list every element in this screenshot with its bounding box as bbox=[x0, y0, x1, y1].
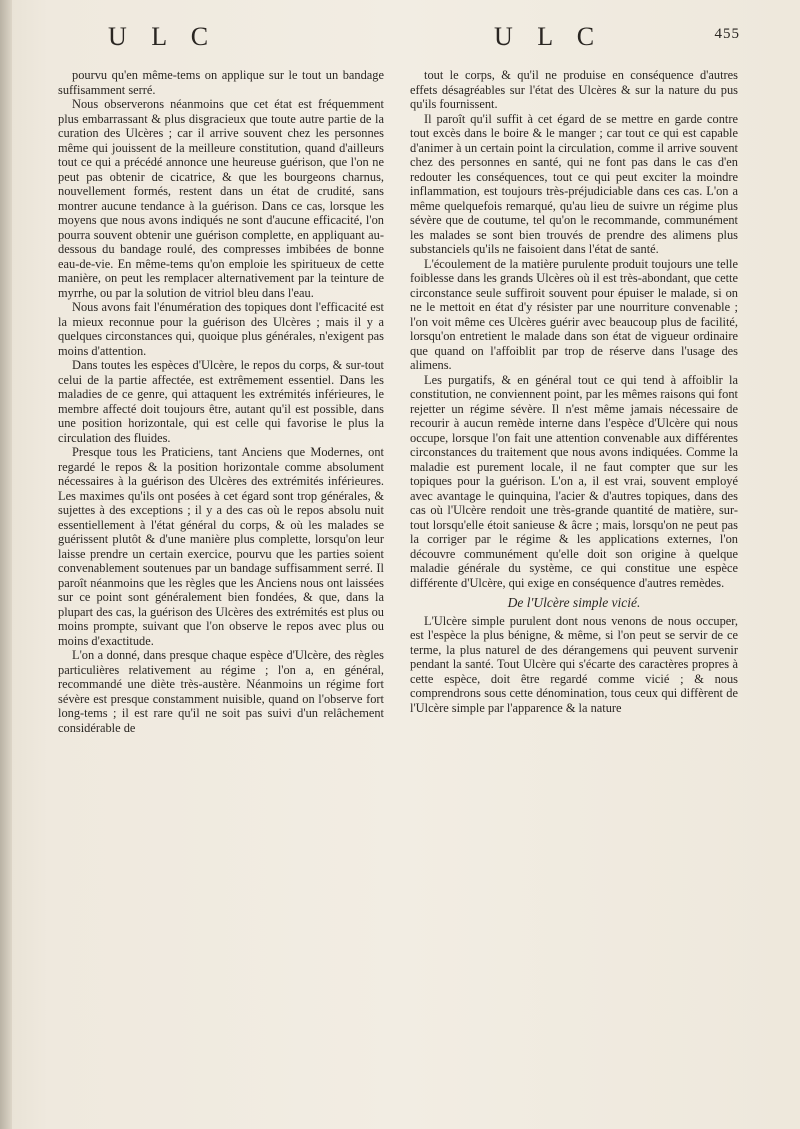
header-right-title: U L C bbox=[494, 22, 604, 51]
paragraph: pourvu qu'en même-tems on applique sur le tout un bandage suffisamment serré. bbox=[58, 68, 384, 97]
paragraph: Nous observerons néanmoins que cet état est fréquemment plus embarrassant & plus disgracieux que toute autre partie de la curation des Ulcères ; car il arrive souvent chez les personnes même qui jouissent de la meilleure constitution, quand d'ailleurs tout ce qui a précédé annonce une heureuse guérison, que l'on ne peut pas obtenir de cicatrice, & que les bourgeons charnus, nouvellement formés, restent dans un état de crudité, sans montrer aucune tendance à la guérison. Dans ce cas, lorsque les moyens que nous avons indiqués ne sont d'aucune efficacité, l'on pourra souvent obtenir une guérison complette, en appliquant au-dessous du bandage roulé, des compresses imbibées de bonne eau-de-vie. En même-tems qu'on emploie les spiritueux de cette manière, on peut les remplacer alternativement par la teinture de myrrhe, ou par la solution de vitriol bleu dans l'eau. bbox=[58, 97, 384, 300]
left-column bbox=[58, 68, 384, 735]
paragraph: Presque tous les Praticiens, tant Anciens que Modernes, ont regardé le repos & la position horizontale comme absolument nécessaires à la guérison des Ulcères des extrémités inférieures. Les maximes qu'ils ont posées à cet égard sont trop générales, & sujettes à des exceptions ; il y a des cas où le repos absolu nuit essentiellement à l'état général du corps, & où les malades se guérissent plutôt & d'une manière plus complette, lorsqu'on leur laisse prendre un certain exercice, pourvu que les parties soient convenablement soutenues par un bandage suffisamment serré. Il paroît néanmoins que les règles que les Anciens nous ont laissées sur ce point sont généralement bien fondées, & que, dans la plupart des cas, la guérison des Ulcères des extrémités est plus ou moins prompte, suivant que l'on observe le repos avec plus ou moins d'exactitude. bbox=[58, 445, 384, 648]
paragraph: L'écoulement de la matière purulente produit toujours une telle foiblesse dans les grands Ulcères où il est très-abondant, que cette circonstance seule suffiroit souvent pour épuiser le malade, si on ne le mettoit en état d'y résister par une nourriture convenable ; l'on voit même ces Ulcères guérir avec beaucoup plus de facilité, lorsqu'on entretient le malade dans son état de vigueur ordinaire que quand on l'affoiblit par trop de réserve dans l'usage des alimens. bbox=[410, 256, 738, 372]
paragraph: L'Ulcère simple purulent dont nous venons de nous occuper, est l'espèce la plus bénigne, & même, si l'on peut se servir de ce terme, la plus naturel de des dérangemens qui peuvent survenir pendant la santé. Tout Ulcère qui s'écarte des caractères propres à cette espèce, doit être regardé comme vicié ; & nous comprendrons sous cette dénomination, tous ceux qui diffèrent de l'Ulcère simple par l'apparence & la nature bbox=[410, 613, 738, 715]
right-column bbox=[410, 68, 738, 715]
paragraph: Les purgatifs, & en général tout ce qui tend à affoiblir la constitution, ne conviennent point, par les mêmes raisons qui font rejetter un régime sévère. Il n'est même jamais nécessaire de recourir à aucun remède interne dans l'espèce d'Ulcère qui nous occupe, lorsque l'on fait une attention convenable aux différentes circonstances du traitement que nous avons indiquées. Comme la maladie est purement locale, il ne faut compter que sur les topiques pour la guérison. L'on a, il est vrai, souvent employé avec avantage le quinquina, l'acier & d'autres topiques, dans des cas où l'Ulcère rendoit une très-grande quantité de matière, sur-tout lorsqu'elle étoit sanieuse & âcre ; mais, lorsqu'on ne peut pas la corriger par le régime & les applications externes, l'on découvre communément qu'elle doit son origine à quelque maladie générale du système, ce qui constitue une espèce différente d'Ulcère, qui exige en conséquence d'autres remèdes. bbox=[410, 372, 738, 590]
section-subheading: De l'Ulcère simple vicié. bbox=[507, 595, 641, 610]
paragraph: Dans toutes les espèces d'Ulcère, le repos du corps, & sur-tout celui de la partie affectée, est extrêmement essentiel. Dans les maladies de ce genre, qui attaquent les extrémités inférieures, le membre affecté doit toujours être, autant qu'il est possible, dans une position horizontale, qui est celle qui favorise le plus la circulation des fluides. bbox=[58, 358, 384, 445]
paragraph: Nous avons fait l'énumération des topiques dont l'efficacité est la mieux reconnue pour la guérison des Ulcères ; mais il y a quelques circonstances qui, quoique plus générales, n'exigent pas moins d'attention. bbox=[58, 300, 384, 358]
paragraph: L'on a donné, dans presque chaque espèce d'Ulcère, des règles particulières relativement au régime ; l'on a, en général, recommandé une diète très-austère. Néanmoins un régime fort sévère est presque constamment nuisible, quand on l'observe fort long-tems ; il est rare qu'il ne soit pas suivi d'un relâchement considérable de bbox=[58, 648, 384, 735]
paragraph: tout le corps, & qu'il ne produise en conséquence d'autres effets désagréables sur l'état des Ulcères & sur la nature du pus qu'ils fournissent. bbox=[410, 68, 738, 111]
page-binding-shadow bbox=[0, 0, 12, 1129]
page-number: 455 bbox=[714, 26, 740, 42]
paragraph: Il paroît qu'il suffit à cet égard de se mettre en garde contre tout excès dans le boire & le manger ; car tout ce qui est capable d'animer à un certain point la circulation, comme il arrive souvent chez des personnes en santé, qui ne font pas dans le cas d'en redouter les conséquences, tout ce qui peut exciter la moindre inflammation, est toujours très-préjudiciable dans ces cas. L'on a même quelquefois remarqué, qu'au lieu de suivre un régime plus sévère que de coutume, tel qu'on le recommande, communément les malades se sont bien trouvés de prendre des alimens plus substanciels qu'ils ne faisoient dans l'état de santé. bbox=[410, 111, 738, 256]
running-header bbox=[0, 22, 800, 62]
header-left-title: U L C bbox=[108, 22, 218, 51]
